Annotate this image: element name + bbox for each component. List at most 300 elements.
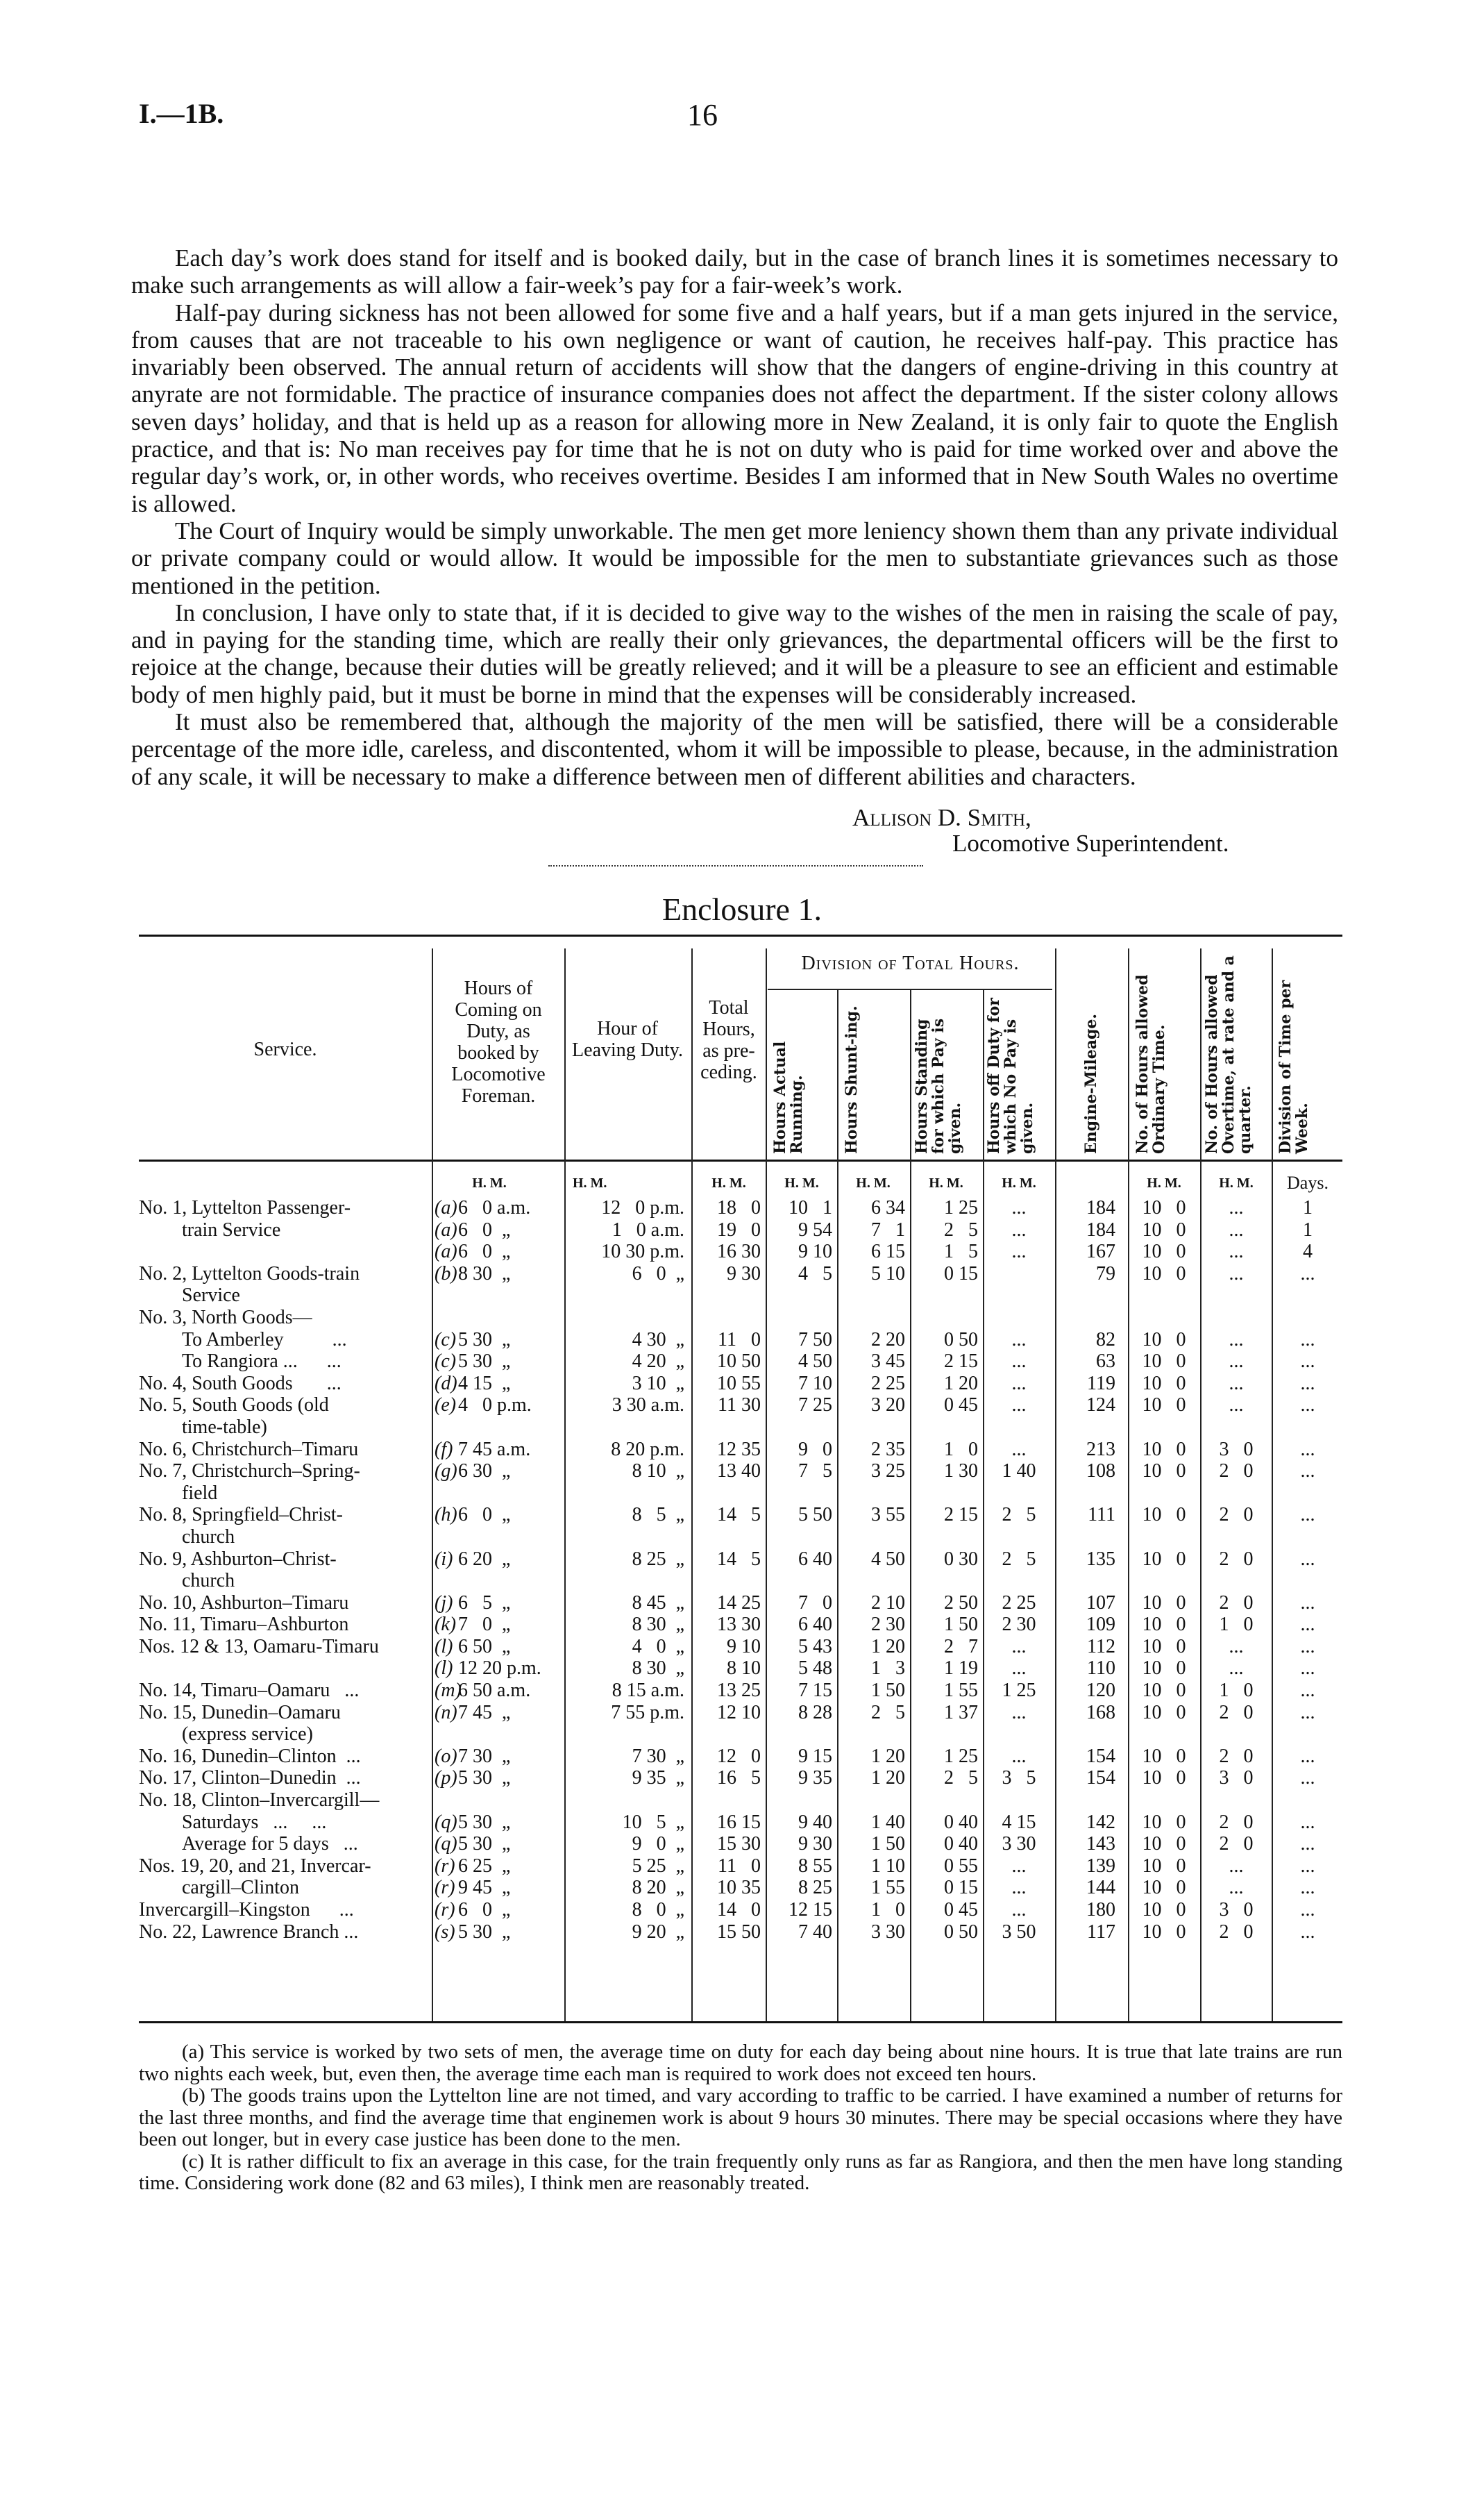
table-row	[139, 1657, 1342, 1680]
cell-service: Service	[182, 1285, 240, 1307]
cell-leaving: 4 30 „	[632, 1328, 684, 1350]
table-row	[139, 1416, 1342, 1439]
cell-coming-on: 5 30 „	[458, 1921, 511, 1943]
cell-actual-running: 9 35	[798, 1767, 832, 1789]
cell-engine-mileage: 82	[1096, 1328, 1115, 1350]
cell-actual-running: 7 10	[798, 1372, 832, 1394]
cell-engine-mileage: 111	[1088, 1504, 1115, 1526]
cell-coming-on: 6 0 „	[458, 1899, 511, 1921]
cell-ordinary-time: 10 0	[1142, 1262, 1186, 1285]
cell-coming-on: 12 20 p.m.	[458, 1657, 541, 1680]
cell-engine-mileage: 63	[1096, 1350, 1115, 1373]
table-row	[139, 1855, 1342, 1877]
cell-shunting: 3 45	[871, 1350, 905, 1373]
cell-leaving: 10 5 „	[622, 1811, 684, 1833]
cell-actual-running: 4 5	[798, 1262, 832, 1285]
cell-days-per-week: ...	[1300, 1372, 1315, 1394]
footnote-a: (a) This service is worked by two sets of men, the average time on duty for each day being about nine hours. It is true that late trains are run two nights each week, but, even then, the average time each man is required to work does not exceed ten hours.	[139, 2041, 1342, 2085]
cell-coming-on: 5 30 „	[458, 1811, 511, 1833]
cell-days-per-week: ...	[1300, 1680, 1315, 1702]
cell-actual-running: 7 50	[798, 1328, 832, 1350]
cell-actual-running: 5 50	[798, 1504, 832, 1526]
header-ordinary-time: No. of Hours allowed Ordinary Time.	[1133, 974, 1168, 1154]
cell-ordinary-time: 10 0	[1142, 1921, 1186, 1943]
paragraph: Each day’s work does stand for itself and is booked daily, but in the case of branch lines it is sometimes necessary to make such arrangements as will allow a fair-week’s pay for a fair-week’s work.	[131, 244, 1338, 299]
cell-total: 9 30	[727, 1262, 761, 1285]
cell-overtime: ...	[1229, 1855, 1244, 1877]
paragraph: In conclusion, I have only to state that, if it is decided to give way to the wishes of the men in raising the scale of pay, and in paying for the standing time, which are really their only grievances, the departmental officers will be the first to rejoice at the change, because their duties will be greatly relieved; and it will be a pleasure to see an efficient and estimable body of men highly paid, but it must be borne in mind that the expenses will be considerably increased.	[131, 599, 1338, 708]
cell-days-per-week: 4	[1303, 1241, 1313, 1263]
cell-ordinary-time: 10 0	[1142, 1635, 1186, 1657]
cell-total: 13 30	[717, 1614, 761, 1636]
cell-coming-on: 5 30 „	[458, 1767, 511, 1789]
letter-body	[131, 244, 1338, 790]
cell-footnote-ref: (n)	[435, 1701, 457, 1723]
header-standing-paid: Hours Standing for which Pay is given.	[913, 1018, 964, 1154]
cell-coming-on: 9 45 „	[458, 1877, 511, 1899]
cell-standing: 0 55	[944, 1855, 978, 1877]
footnotes	[139, 2041, 1342, 2195]
table-row	[139, 1439, 1342, 1461]
cell-coming-on: 8 30 „	[458, 1262, 511, 1285]
header-total-hours: Total Hours, as pre-ceding.	[700, 997, 757, 1083]
cell-off-duty: ...	[1011, 1328, 1027, 1350]
cell-engine-mileage: 109	[1086, 1614, 1115, 1636]
cell-engine-mileage: 108	[1086, 1460, 1115, 1482]
cell-total: 10 35	[717, 1877, 761, 1899]
cell-actual-running: 7 5	[798, 1460, 832, 1482]
cell-engine-mileage: 144	[1086, 1877, 1115, 1899]
cell-coming-on: 6 0 a.m.	[458, 1197, 531, 1219]
cell-coming-on: 7 45 a.m.	[458, 1438, 531, 1460]
cell-total: 16 15	[717, 1811, 761, 1833]
cell-actual-running: 9 10	[798, 1241, 832, 1263]
cell-leaving: 8 5 „	[632, 1504, 684, 1526]
cell-off-duty: ...	[1011, 1635, 1027, 1657]
cell-ordinary-time: 10 0	[1142, 1394, 1186, 1416]
cell-leaving: 8 30 „	[632, 1657, 684, 1680]
cell-coming-on: 6 0 „	[458, 1504, 511, 1526]
cell-service: No. 2, Lyttelton Goods-train	[139, 1262, 360, 1285]
cell-total: 13 25	[717, 1680, 761, 1702]
page-number: 16	[687, 98, 718, 132]
cell-total: 12 0	[717, 1745, 761, 1767]
cell-footnote-ref: (a)	[435, 1241, 457, 1263]
cell-total: 10 50	[717, 1350, 761, 1373]
cell-engine-mileage: 143	[1086, 1833, 1115, 1855]
cell-days-per-week: ...	[1300, 1767, 1315, 1789]
cell-leaving: 4 20 „	[632, 1350, 684, 1373]
cell-shunting: 1 40	[871, 1811, 905, 1833]
cell-coming-on: 7 45 „	[458, 1701, 511, 1723]
cell-leaving: 9 20 „	[632, 1921, 684, 1943]
cell-total: 11 0	[718, 1855, 761, 1877]
cell-off-duty: ...	[1011, 1350, 1027, 1373]
cell-leaving: 8 20 „	[632, 1877, 684, 1899]
cell-service: train Service	[182, 1219, 281, 1241]
cell-shunting: 1 3	[871, 1657, 905, 1680]
cell-footnote-ref: (a)	[435, 1197, 457, 1219]
cell-off-duty: ...	[1011, 1197, 1027, 1219]
cell-service: time-table)	[182, 1416, 267, 1438]
table-row	[139, 1877, 1342, 1899]
cell-ordinary-time: 10 0	[1142, 1460, 1186, 1482]
table-row	[139, 1899, 1342, 1921]
cell-coming-on: 6 25 „	[458, 1855, 511, 1877]
cell-overtime: 3 0	[1219, 1899, 1254, 1921]
cell-leaving: 8 10 „	[632, 1460, 684, 1482]
document-reference: I.—1B.	[139, 98, 224, 129]
cell-overtime: 2 0	[1219, 1701, 1254, 1723]
cell-standing: 0 15	[944, 1262, 978, 1285]
cell-shunting: 3 20	[871, 1394, 905, 1416]
cell-engine-mileage: 117	[1087, 1921, 1115, 1943]
cell-standing: 1 5	[944, 1241, 978, 1263]
cell-standing: 0 15	[944, 1877, 978, 1899]
cell-standing: 1 50	[944, 1614, 978, 1636]
cell-shunting: 2 20	[871, 1328, 905, 1350]
cell-overtime: ...	[1229, 1328, 1244, 1350]
cell-days-per-week: ...	[1300, 1438, 1315, 1460]
header-shunting: Hours Shunt-ing.	[843, 1005, 861, 1154]
cell-off-duty: 1 40	[1002, 1460, 1036, 1482]
cell-service: church	[182, 1570, 235, 1592]
cell-total: 15 30	[717, 1833, 761, 1855]
cell-service: No. 10, Ashburton–Timaru	[139, 1591, 349, 1614]
table-row	[139, 1812, 1342, 1834]
table-row	[139, 1789, 1342, 1812]
cell-off-duty: 2 5	[1002, 1504, 1036, 1526]
cell-leaving: 9 35 „	[632, 1767, 684, 1789]
cell-standing: 1 20	[944, 1372, 978, 1394]
table-row	[139, 1263, 1342, 1285]
cell-engine-mileage: 167	[1086, 1241, 1115, 1263]
cell-ordinary-time: 10 0	[1142, 1811, 1186, 1833]
table-row	[139, 1614, 1342, 1636]
section-divider	[548, 865, 923, 867]
cell-engine-mileage: 154	[1086, 1745, 1115, 1767]
cell-coming-on: 4 0 p.m.	[458, 1394, 532, 1416]
cell-standing: 1 25	[944, 1197, 978, 1219]
cell-shunting: 1 55	[871, 1877, 905, 1899]
table-row	[139, 1767, 1342, 1789]
cell-days-per-week: ...	[1300, 1394, 1315, 1416]
cell-footnote-ref: (r)	[435, 1899, 455, 1921]
cell-overtime: ...	[1229, 1657, 1244, 1680]
cell-total: 9 10	[727, 1635, 761, 1657]
cell-actual-running: 9 54	[798, 1219, 832, 1241]
cell-off-duty: ...	[1011, 1745, 1027, 1767]
cell-ordinary-time: 10 0	[1142, 1614, 1186, 1636]
cell-days-per-week: ...	[1300, 1350, 1315, 1373]
cell-footnote-ref: (d)	[435, 1372, 457, 1394]
cell-footnote-ref: (l)	[435, 1657, 453, 1680]
table-row	[139, 1504, 1342, 1526]
header-overtime: No. of Hours allowed Overtime, at rate and a quarter.	[1203, 955, 1254, 1154]
cell-shunting: 3 25	[871, 1460, 905, 1482]
cell-engine-mileage: 135	[1086, 1548, 1115, 1570]
cell-footnote-ref: (m)	[435, 1680, 462, 1702]
cell-leaving: 3 30 a.m.	[612, 1394, 684, 1416]
signature-title: Locomotive Superintendent.	[952, 830, 1229, 857]
cell-service: No. 18, Clinton–Invercargill—	[139, 1789, 380, 1812]
table-row	[139, 1373, 1342, 1395]
cell-off-duty: ...	[1011, 1372, 1027, 1394]
header-actual-running: Hours Actual Running.	[771, 1041, 806, 1154]
cell-footnote-ref: (l)	[435, 1635, 453, 1657]
cell-actual-running: 9 15	[798, 1745, 832, 1767]
table-row	[139, 1285, 1342, 1307]
cell-days-per-week: ...	[1300, 1921, 1315, 1943]
unit-label: H. M.	[711, 1176, 746, 1191]
unit-label: Days.	[1287, 1173, 1329, 1193]
paragraph: Half-pay during sickness has not been allowed for some five and a half years, but if a man gets injured in the service, from causes that are not traceable to his own negligence or want of caution, he receives half-pay. This practice has invariably been observed. The annual return of accidents will show that the dangers of engine-driving in this country at anyrate are not formidable. The practice of insurance companies does not affect the department. If the sister colony allows seven days’ holiday, and that is held up as a reason for allowing more in New Zealand, it is only fair to quote the English practice, and that is: No man receives pay for time that he is not on duty who is paid for time worked over and above the regular day’s work, or, in other words, who receives overtime. Besides I am informed that in New South Wales no overtime is allowed.	[131, 299, 1338, 517]
cell-days-per-week: ...	[1300, 1460, 1315, 1482]
cell-ordinary-time: 10 0	[1142, 1701, 1186, 1723]
cell-ordinary-time: 10 0	[1142, 1438, 1186, 1460]
cell-standing: 0 40	[944, 1833, 978, 1855]
cell-days-per-week: 1	[1303, 1197, 1313, 1219]
header-engine-mileage: Engine-Mileage.	[1082, 1014, 1100, 1154]
cell-service: Nos. 12 & 13, Oamaru-Timaru	[139, 1635, 379, 1657]
cell-shunting: 1 50	[871, 1680, 905, 1702]
cell-service: No. 5, South Goods (old	[139, 1394, 329, 1416]
cell-days-per-week: ...	[1300, 1591, 1315, 1614]
cell-ordinary-time: 10 0	[1142, 1219, 1186, 1241]
cell-actual-running: 6 40	[798, 1548, 832, 1570]
cell-coming-on: 5 30 „	[458, 1328, 511, 1350]
cell-ordinary-time: 10 0	[1142, 1350, 1186, 1373]
unit-label: H. M.	[1002, 1176, 1036, 1191]
cell-total: 16 5	[717, 1767, 761, 1789]
cell-actual-running: 12 15	[789, 1899, 832, 1921]
cell-standing: 0 30	[944, 1548, 978, 1570]
cell-shunting: 3 55	[871, 1504, 905, 1526]
header-division-group: Division of Total Hours.	[801, 953, 1020, 974]
cell-service: No. 1, Lyttelton Passenger-	[139, 1197, 351, 1219]
cell-total: 14 5	[717, 1548, 761, 1570]
table-row	[139, 1526, 1342, 1548]
table-row	[139, 1219, 1342, 1241]
cell-total: 18 0	[717, 1197, 761, 1219]
cell-shunting: 1 20	[871, 1635, 905, 1657]
cell-off-duty: ...	[1011, 1394, 1027, 1416]
unit-label: H. M.	[784, 1176, 819, 1191]
cell-coming-on: 4 15 „	[458, 1372, 511, 1394]
cell-leaving: 5 25 „	[632, 1855, 684, 1877]
footnote-b: (b) The goods trains upon the Lyttelton line are not timed, and vary according to traffic to be carried. I have examined a number of returns for the last three months, and find the average time that enginemen work is about 9 hours 30 minutes. There may be special occasions where they have been out longer, but in every case justice has been done to the men.	[139, 2084, 1342, 2150]
cell-coming-on: 6 50 „	[458, 1635, 511, 1657]
cell-standing: 2 5	[944, 1219, 978, 1241]
table-row	[139, 1394, 1342, 1416]
header-service: Service.	[253, 1039, 317, 1060]
cell-leaving: 7 30 „	[632, 1745, 684, 1767]
cell-overtime: ...	[1229, 1262, 1244, 1285]
cell-leaving: 3 10 „	[632, 1372, 684, 1394]
cell-overtime: ...	[1229, 1197, 1244, 1219]
cell-service: Saturdays ... ...	[182, 1811, 327, 1833]
cell-actual-running: 10 1	[789, 1197, 832, 1219]
cell-actual-running: 9 0	[798, 1438, 832, 1460]
table-row	[139, 1482, 1342, 1505]
cell-overtime: 2 0	[1219, 1745, 1254, 1767]
table-row	[139, 1746, 1342, 1768]
units-row	[139, 1169, 1342, 1197]
cell-footnote-ref: (h)	[435, 1504, 457, 1526]
cell-footnote-ref: (r)	[435, 1877, 455, 1899]
cell-ordinary-time: 10 0	[1142, 1855, 1186, 1877]
cell-coming-on: 5 30 „	[458, 1833, 511, 1855]
cell-actual-running: 7 25	[798, 1394, 832, 1416]
table-row	[139, 1833, 1342, 1855]
cell-shunting: 1 20	[871, 1767, 905, 1789]
cell-overtime: 2 0	[1219, 1548, 1254, 1570]
cell-coming-on: 5 30 „	[458, 1350, 511, 1373]
cell-standing: 2 50	[944, 1591, 978, 1614]
cell-overtime: ...	[1229, 1219, 1244, 1241]
cell-shunting: 1 50	[871, 1833, 905, 1855]
cell-days-per-week: 1	[1303, 1219, 1313, 1241]
cell-overtime: 1 0	[1219, 1614, 1254, 1636]
cell-overtime: 2 0	[1219, 1811, 1254, 1833]
table-row	[139, 1460, 1342, 1482]
header-off-duty-unpaid: Hours off Duty for which No Pay is given.	[985, 998, 1036, 1154]
table-row	[139, 1680, 1342, 1702]
cell-standing: 2 15	[944, 1504, 978, 1526]
table-bottom-rule	[139, 2021, 1342, 2023]
cell-leaving: 8 45 „	[632, 1591, 684, 1614]
cell-shunting: 6 34	[871, 1197, 905, 1219]
cell-total: 11 30	[718, 1394, 761, 1416]
cell-service: No. 8, Springfield–Christ-	[139, 1504, 343, 1526]
cell-total: 8 10	[727, 1657, 761, 1680]
cell-total: 14 5	[717, 1504, 761, 1526]
cell-engine-mileage: 180	[1086, 1899, 1115, 1921]
cell-days-per-week: ...	[1300, 1262, 1315, 1285]
cell-overtime: ...	[1229, 1635, 1244, 1657]
cell-engine-mileage: 184	[1086, 1197, 1115, 1219]
cell-footnote-ref: (f)	[435, 1438, 453, 1460]
cell-footnote-ref: (q)	[435, 1811, 457, 1833]
cell-overtime: 2 0	[1219, 1591, 1254, 1614]
table-row	[139, 1702, 1342, 1724]
cell-total: 12 35	[717, 1438, 761, 1460]
header-coming-on-duty: Hours of Coming on Duty, as booked by Locomotive Foreman.	[451, 978, 546, 1107]
cell-standing: 1 55	[944, 1680, 978, 1702]
cell-overtime: 2 0	[1219, 1460, 1254, 1482]
cell-standing: 1 0	[944, 1438, 978, 1460]
cell-total: 19 0	[717, 1219, 761, 1241]
cell-footnote-ref: (c)	[435, 1328, 457, 1350]
cell-days-per-week: ...	[1300, 1548, 1315, 1570]
cell-service: cargill–Clinton	[182, 1877, 300, 1899]
cell-standing: 2 7	[944, 1635, 978, 1657]
cell-coming-on: 6 5 „	[458, 1591, 511, 1614]
cell-overtime: 2 0	[1219, 1833, 1254, 1855]
cell-off-duty: 2 5	[1002, 1548, 1036, 1570]
paragraph: It must also be remembered that, although the majority of the men will be satisfied, there will be a considerable percentage of the more idle, careless, and discontented, whom it will be impossible to please, because, in the administration of any scale, it will be necessary to make a difference between men of different abilities and characters.	[131, 708, 1338, 790]
table-body	[139, 1169, 1342, 1943]
cell-service: To Amberley ...	[182, 1328, 347, 1350]
cell-off-duty: ...	[1011, 1701, 1027, 1723]
cell-service: No. 17, Clinton–Dunedin ...	[139, 1767, 361, 1789]
signature-name: Allison D. Smith,	[852, 804, 1031, 831]
cell-overtime: ...	[1229, 1372, 1244, 1394]
cell-coming-on: 6 50 a.m.	[458, 1680, 531, 1702]
cell-service: church	[182, 1525, 235, 1548]
cell-service: No. 15, Dunedin–Oamaru	[139, 1701, 341, 1723]
cell-ordinary-time: 10 0	[1142, 1899, 1186, 1921]
cell-days-per-week: ...	[1300, 1811, 1315, 1833]
cell-overtime: ...	[1229, 1241, 1244, 1263]
cell-service: Nos. 19, 20, and 21, Invercar-	[139, 1855, 371, 1877]
cell-engine-mileage: 142	[1086, 1811, 1115, 1833]
table-row	[139, 1329, 1342, 1351]
cell-days-per-week: ...	[1300, 1504, 1315, 1526]
cell-service: No. 6, Christchurch–Timaru	[139, 1438, 359, 1460]
cell-days-per-week: ...	[1300, 1745, 1315, 1767]
cell-actual-running: 5 48	[798, 1657, 832, 1680]
cell-shunting: 3 30	[871, 1921, 905, 1943]
table-row	[139, 1570, 1342, 1592]
cell-shunting: 2 35	[871, 1438, 905, 1460]
cell-total: 14 25	[717, 1591, 761, 1614]
cell-engine-mileage: 107	[1086, 1591, 1115, 1614]
cell-off-duty: 1 25	[1002, 1680, 1036, 1702]
cell-days-per-week: ...	[1300, 1635, 1315, 1657]
cell-days-per-week: ...	[1300, 1701, 1315, 1723]
cell-engine-mileage: 213	[1086, 1438, 1115, 1460]
cell-coming-on: 6 30 „	[458, 1460, 511, 1482]
cell-total: 10 55	[717, 1372, 761, 1394]
unit-label: H. M.	[856, 1176, 891, 1191]
cell-coming-on: 6 0 „	[458, 1241, 511, 1263]
table-row	[139, 1197, 1342, 1219]
cell-ordinary-time: 10 0	[1142, 1328, 1186, 1350]
cell-actual-running: 5 43	[798, 1635, 832, 1657]
cell-service: field	[182, 1482, 218, 1504]
cell-service: No. 22, Lawrence Branch ...	[139, 1921, 359, 1943]
cell-ordinary-time: 10 0	[1142, 1504, 1186, 1526]
cell-leaving: 7 55 p.m.	[611, 1701, 684, 1723]
table-row	[139, 1241, 1342, 1263]
cell-standing: 0 45	[944, 1394, 978, 1416]
cell-shunting: 1 20	[871, 1745, 905, 1767]
cell-shunting: 5 10	[871, 1262, 905, 1285]
cell-service: To Rangiora ... ...	[182, 1350, 342, 1373]
cell-actual-running: 4 50	[798, 1350, 832, 1373]
cell-ordinary-time: 10 0	[1142, 1241, 1186, 1263]
unit-label: H. M.	[1219, 1176, 1254, 1191]
cell-footnote-ref: (b)	[435, 1262, 457, 1285]
cell-engine-mileage: 120	[1086, 1680, 1115, 1702]
cell-footnote-ref: (c)	[435, 1350, 457, 1373]
cell-footnote-ref: (p)	[435, 1767, 457, 1789]
cell-leaving: 8 0 „	[632, 1899, 684, 1921]
cell-service: No. 9, Ashburton–Christ-	[139, 1548, 337, 1570]
cell-leaving: 9 0 „	[632, 1833, 684, 1855]
cell-total: 12 10	[717, 1701, 761, 1723]
cell-actual-running: 8 55	[798, 1855, 832, 1877]
cell-service: (express service)	[182, 1723, 313, 1746]
cell-days-per-week: ...	[1300, 1328, 1315, 1350]
cell-off-duty: ...	[1011, 1877, 1027, 1899]
cell-footnote-ref: (a)	[435, 1219, 457, 1241]
cell-shunting: 2 30	[871, 1614, 905, 1636]
cell-standing: 2 15	[944, 1350, 978, 1373]
cell-coming-on: 6 0 „	[458, 1219, 511, 1241]
cell-engine-mileage: 124	[1086, 1394, 1115, 1416]
